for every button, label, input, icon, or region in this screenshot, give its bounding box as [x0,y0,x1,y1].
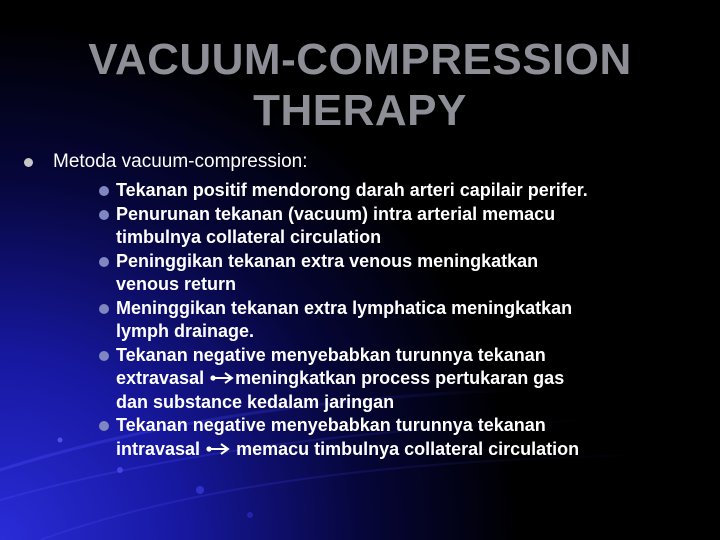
main-bullet-text: Metoda vacuum-compression: [53,151,308,172]
bullet-dot-icon [99,351,109,361]
list-item [99,297,709,344]
list-item-text [116,414,709,461]
slide-title-line-1: VACUUM-COMPRESSION [88,35,632,84]
background-orb [196,486,204,494]
bullet-dot-icon [99,304,109,314]
list-item-text: Meninggikan tekanan extra lymphatica meningkatkan lymph drainage. [116,297,573,341]
background-orb [117,467,123,473]
background-orb [247,512,253,518]
bullet-dot-icon [24,158,33,167]
slide-title [0,34,720,136]
list-item-text-before: Tekanan negative menyebabkan turunnya tekanan intravasal [116,415,546,459]
list-item-text [116,344,709,415]
list-item-text-after: memacu timbulnya collateral circulation [231,438,580,459]
list-item [99,203,709,250]
slide-title-line-2: THERAPY [253,86,467,135]
list-item-text: Penurunan tekanan (vacuum) intra arterial memacu timbulnya collateral circulation [116,203,556,247]
background-orb [58,438,63,443]
list-item [99,344,709,415]
bullet-dot-icon [99,257,109,267]
bullet-dot-icon [99,210,109,220]
list-item [99,414,709,461]
bullet-dot-icon [99,186,109,196]
list-item-text-before: Tekanan negative menyebabkan turunnya tekanan extravasal [116,344,546,388]
right-arrow-icon [210,371,234,385]
sub-bullet-list [99,179,709,461]
list-item-text: Tekanan positif mendorong darah arteri capilair perifer. [116,180,588,200]
list-item-text: Peninggikan tekanan extra venous meningkatkan venous return [116,250,539,294]
list-item-text-after: meningkatkan process pertukaran gas dan substance kedalam jaringan [116,368,565,412]
bullet-dot-icon [99,421,109,431]
right-arrow-icon [206,442,230,456]
list-item [99,250,709,297]
list-item [99,179,709,203]
